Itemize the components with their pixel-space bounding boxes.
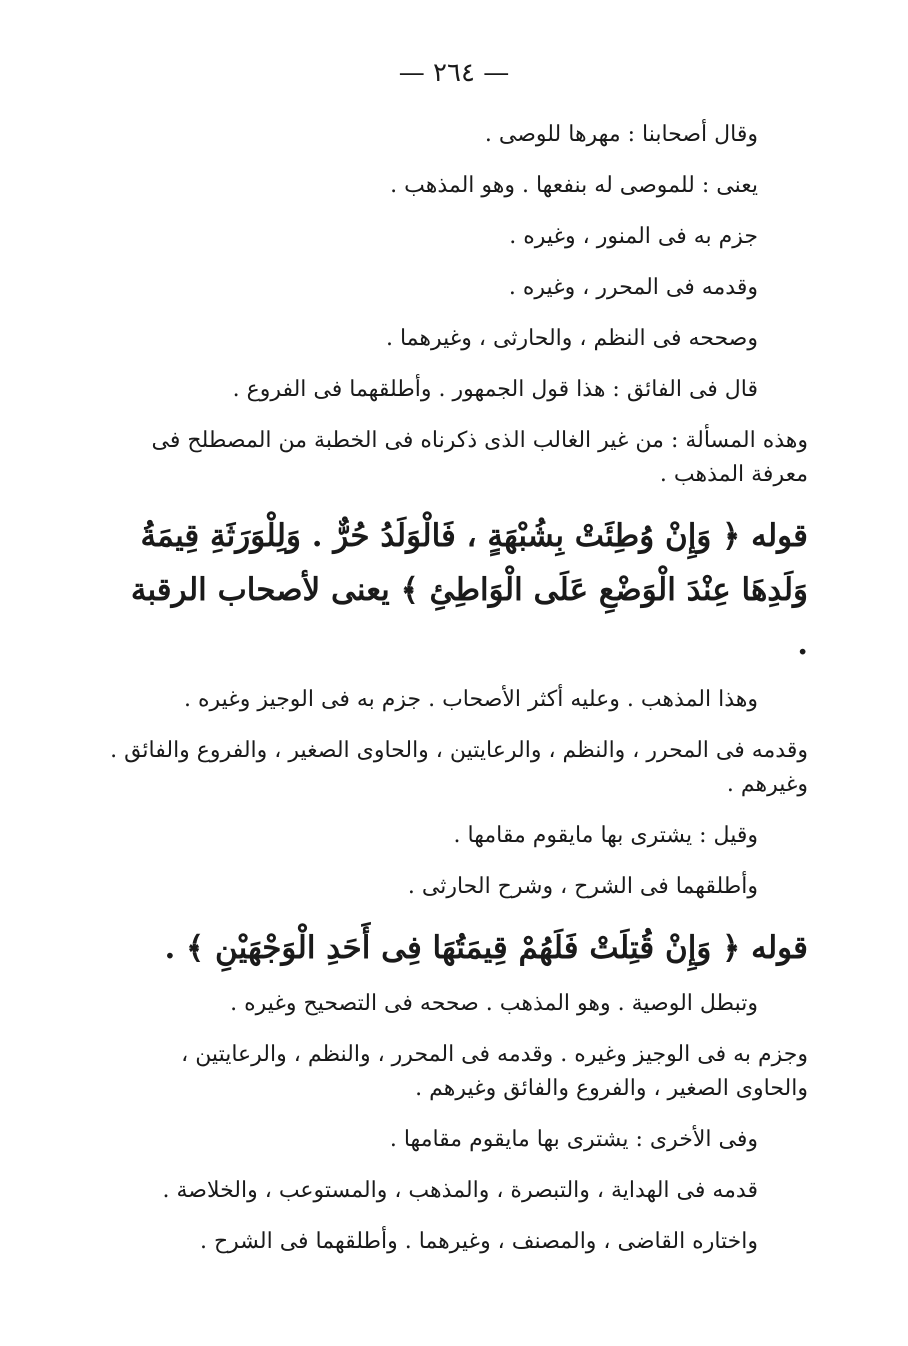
paragraph: وجزم به فى الوجيز وغيره . وقدمه فى المحرر ، والنظم ، والرعايتين ، والحاوى الصغير ، والفروع والفائق وغيرهم . [181, 1042, 808, 1101]
paragraph: يعنى : للموصى له بنفعها . وهو المذهب . [390, 173, 758, 198]
paragraph: وهذا المذهب . وعليه أكثر الأصحاب . جزم به فى الوجيز وغيره . [184, 687, 758, 712]
paragraph: قال فى الفائق : هذا قول الجمهور . وأطلقهما فى الفروع . [232, 377, 758, 402]
paragraph: جزم به فى المنور ، وغيره . [509, 224, 758, 249]
paragraph: وفى الأخرى : يشترى بها مايقوم مقامها . [389, 1127, 758, 1152]
quoted-text: قوله ﴿ وَإِنْ وُطِئَتْ بِشُبْهَةٍ ، فَالْوَلَدُ حُرٌّ . وَلِلْوَرَثَةِ قِيمَةُ وَلَدِهَا عِنْدَ الْوَضْعِ عَلَى الْوَاطِئِ ﴾ يعنى لأصحاب الرقبة . [130, 518, 808, 662]
page-number: — ٢٦٤ — [398, 58, 510, 88]
paragraph: وصححه فى النظم ، والحارثى ، وغيرهما . [385, 326, 758, 351]
paragraph: وهذه المسألة : من غير الغالب الذى ذكرناه فى الخطبة من المصطلح فى معرفة المذهب . [151, 428, 808, 487]
paragraph: واختاره القاضى ، والمصنف ، وغيرهما . وأطلقهما فى الشرح . [199, 1229, 758, 1254]
paragraph: وقال أصحابنا : مهرها للوصى . [484, 122, 758, 147]
paragraph: قدمه فى الهداية ، والتبصرة ، والمذهب ، والمستوعب ، والخلاصة . [162, 1178, 758, 1203]
page-body [110, 118, 808, 1276]
paragraph: وقدمه فى المحرر ، والنظم ، والرعايتين ، والحاوى الصغير ، والفروع والفائق . وغيرهم . [110, 738, 808, 797]
paragraph: وقيل : يشترى بها مايقوم مقامها . [453, 823, 758, 848]
quoted-text: قوله ﴿ وَإِنْ قُتِلَتْ فَلَهُمْ قِيمَتُهَا فِى أَحَدِ الْوَجْهَيْنِ ﴾ . [164, 930, 808, 966]
paragraph: وقدمه فى المحرر ، وغيره . [508, 275, 758, 300]
paragraph: وأطلقهما فى الشرح ، وشرح الحارثى . [407, 874, 758, 899]
paragraph: وتبطل الوصية . وهو المذهب . صححه فى التصحيح وغيره . [230, 991, 758, 1016]
